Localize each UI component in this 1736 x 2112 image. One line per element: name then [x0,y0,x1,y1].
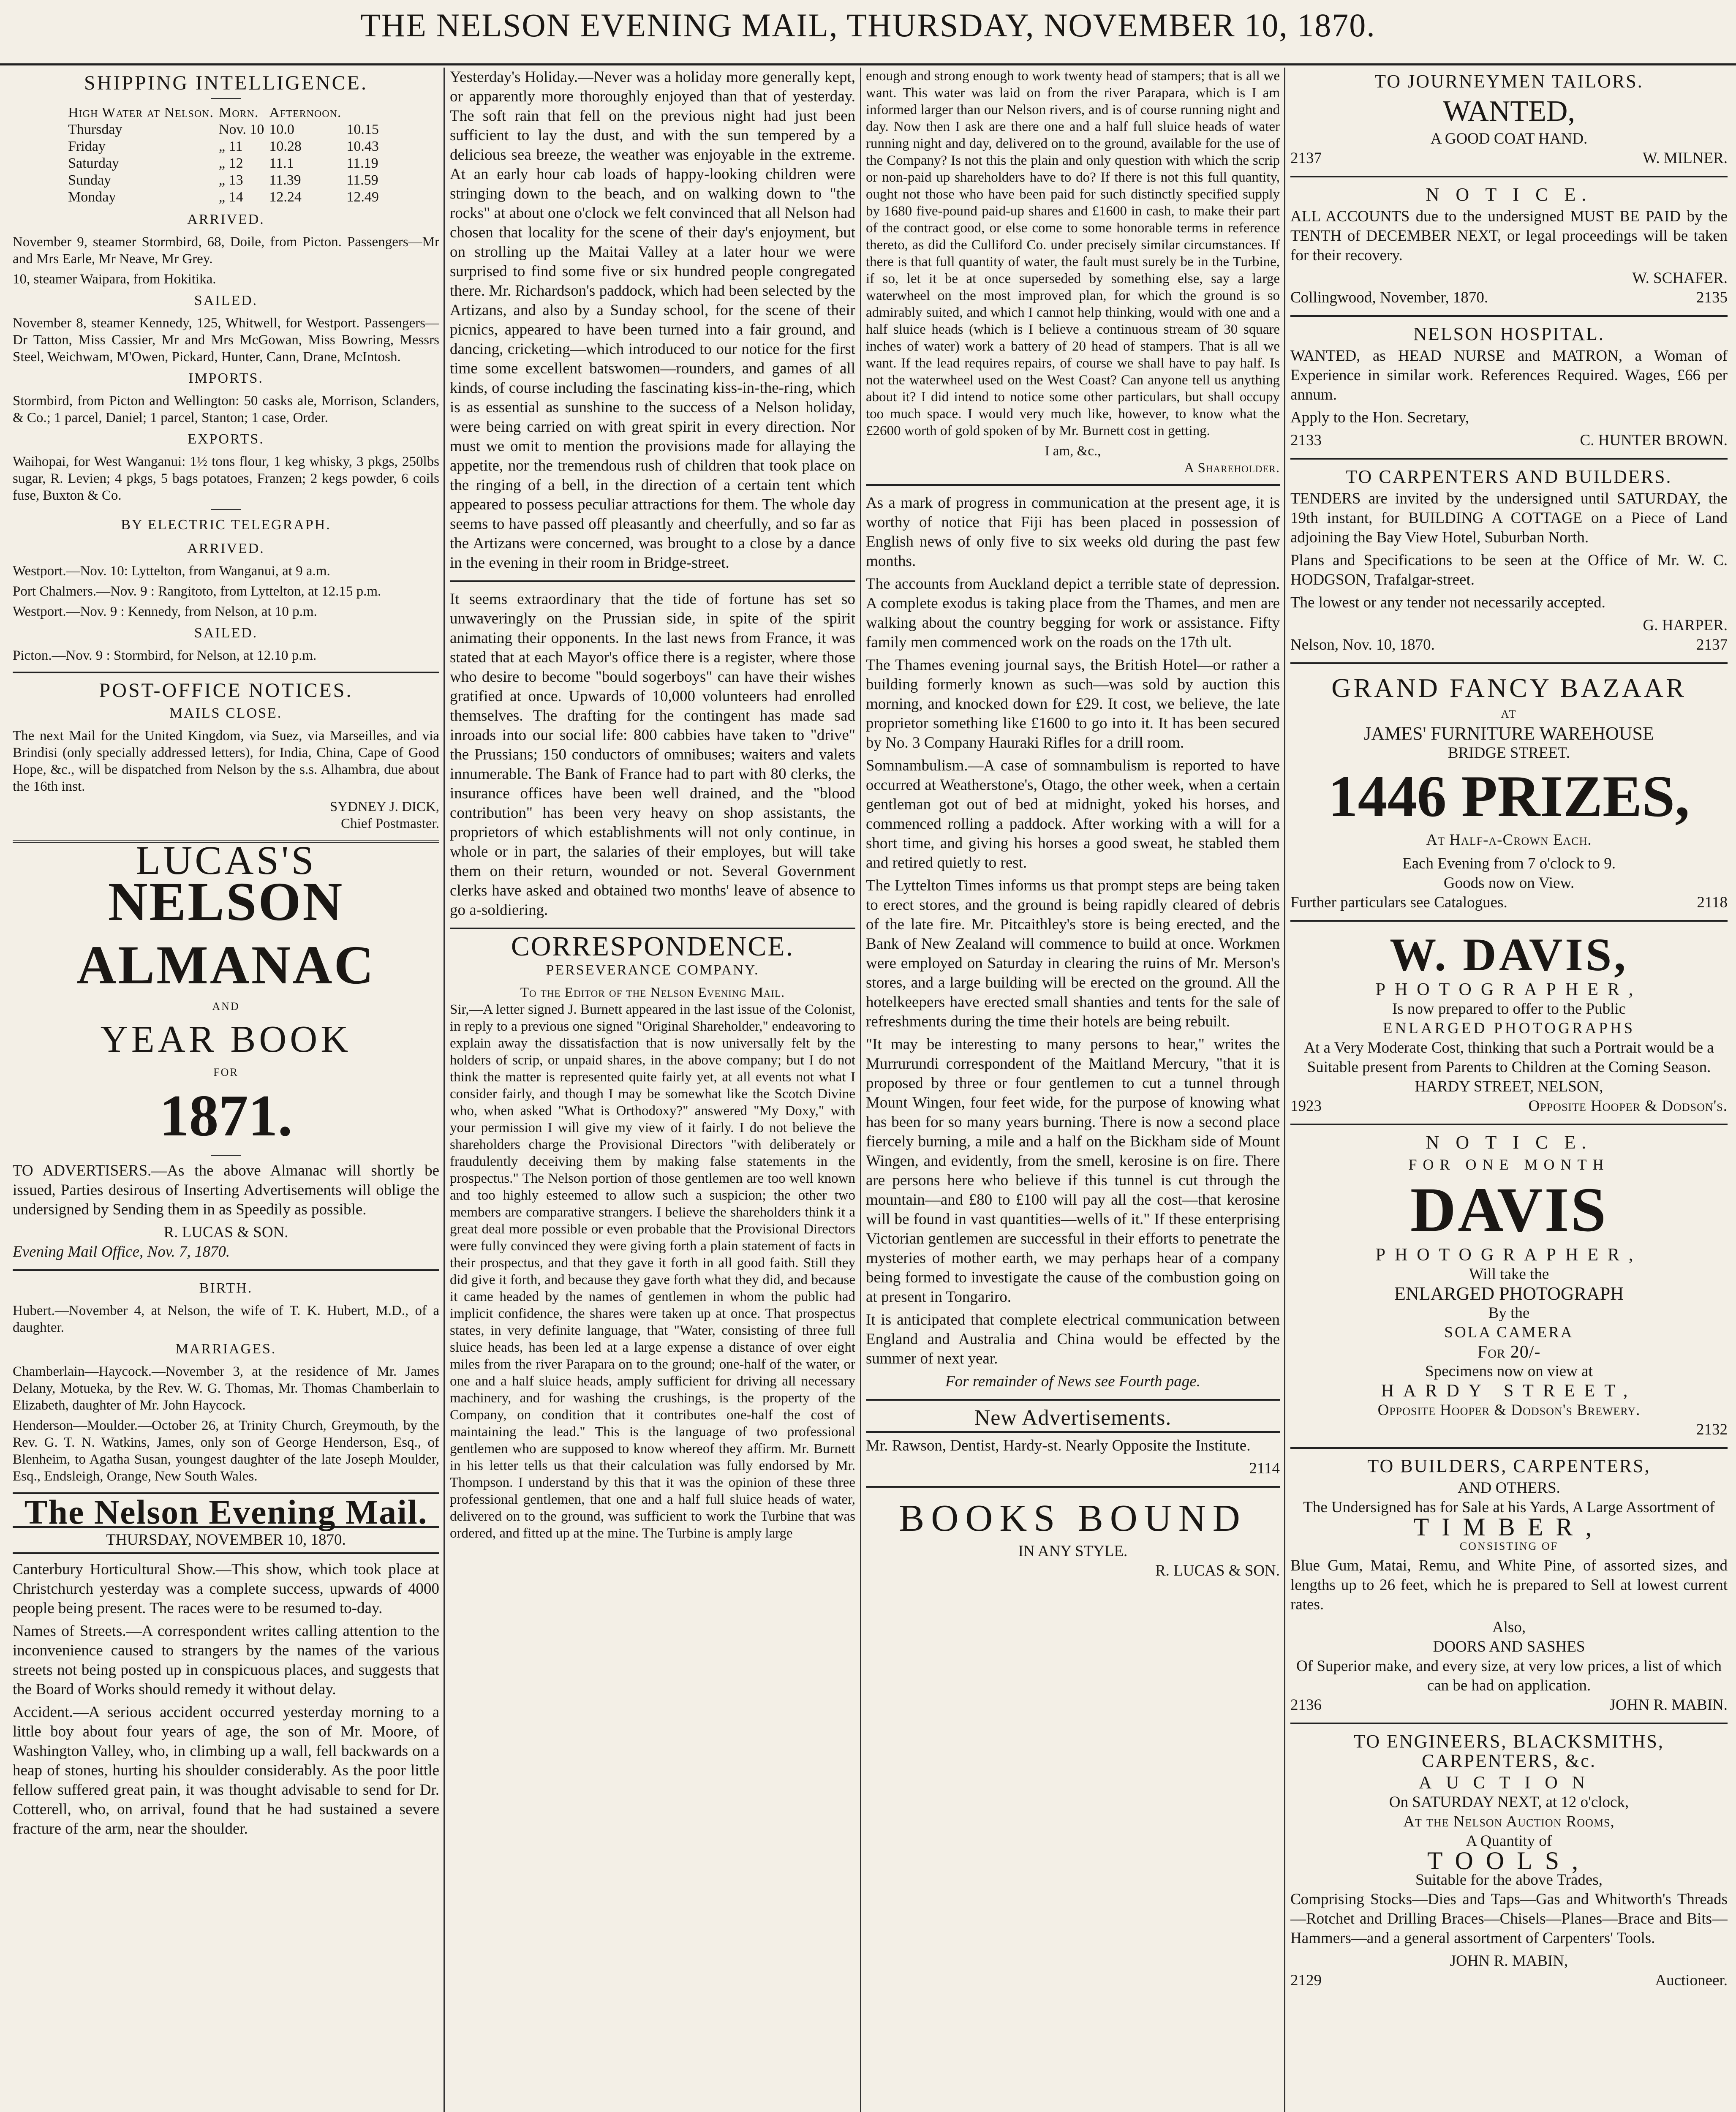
ad-number: 2132 [1696,1421,1728,1438]
bazaar-at: AT [1501,708,1517,720]
tide-day: Saturday [68,155,119,171]
timber-also: Also, [1492,1619,1526,1636]
tide-day: Sunday [68,172,112,188]
bazaar-further: Further particulars see Catalogues. [1290,894,1507,911]
timber-signature: JOHN R. MABIN. [1609,1696,1728,1714]
divider [211,98,241,99]
engineers-where: At the Nelson Auction Rooms, [1403,1813,1615,1830]
news-item: The Thames evening journal says, the British Hotel—or rather a building formerly known as such—was sold by auction this morning, and knocked down for £29. It cost, we believe, the late proprietor something like £1600 to go into it. It has been secured by No. 3 Company Hauraki Rifles for a drill room. [866,656,1280,751]
notice-place: Collingwood, November, 1870. [1290,289,1488,306]
engineers-when: On SATURDAY NEXT, at 12 o'clock, [1389,1794,1629,1811]
divider [866,1399,1280,1401]
hospital-footer [1290,431,1728,450]
ad-number: 2136 [1290,1696,1322,1714]
ad-number: 2133 [1290,432,1322,449]
column-1 [13,68,439,2112]
davis-footer [1290,1097,1728,1116]
carpenters-plans: Plans and Specifications to be seen at the Office of Mr. W. C. HODGSON, Trafalgar-street. [1290,552,1728,588]
almanac-text: TO ADVERTISERS.—As the above Almanac will shortly be issued, Parties desirous of Inserting Advertisements will oblige the undersigned by Sending them in as Speedily as possible. [13,1162,439,1218]
divider [13,672,439,673]
almanac-title-2: NELSON ALMANAC [76,871,375,996]
tide-row [68,189,384,206]
davis-take: Will take the [1469,1266,1549,1283]
tide-afternoon: 10.15 [346,122,379,137]
davis-by: By the [1488,1304,1530,1322]
davis-street: HARDY STREET, [1381,1381,1637,1401]
arrived-item: 10, steamer Waipara, from Hokitika. [13,272,216,287]
tel-arrived-head: ARRIVED. [187,541,265,556]
divider [866,484,1280,486]
almanac-title-1: LUCAS'S [136,838,316,883]
engineers-role: Auctioneer. [1655,1972,1728,1989]
hospital-head: NELSON HOSPITAL. [1413,324,1605,344]
tel-arrived-item: Port Chalmers.—Nov. 9 : Rangitoto, from Lyttelton, at 12.15 p.m. [13,584,381,599]
news-item: The accounts from Auckland depict a terrible state of depression. A complete exodus is taking place from the Thames, and men are walking about the country begging for work or assistance. Fifty family men commenced work on the roads on the 17th ult. [866,575,1280,651]
marriage-item: Henderson—Moulder.—October 26, at Trinity Church, Greymouth, by the Rev. G. T. N. Watkins, James, only son of George Henderson, Esq., of Blenheim, to Agatha Susan, youngest daughter of the late Joseph Moulder, Esq., Endsleigh, Orange, New South Wales. [13,1418,439,1484]
carpenters-signature: G. HARPER. [1643,617,1728,634]
timber-footer [1290,1696,1728,1715]
tide-morn: 11.1 [269,155,294,171]
post-office-signature: SYDNEY J. DICK, [329,799,439,814]
mails-close-head: MAILS CLOSE. [169,705,283,721]
tide-date: „ 12 [218,155,243,171]
correspondence-text: Sir,—A letter signed J. Burnett appeared in the last issue of the Colonist, in reply to a previous one signed "Original Shareholder," endeavoring to explain away the dissatisfaction that is now universally felt by the holders of scrip, or unpaid shares, in the above company; but I do not think the matter is represented quite fairly yet, at all events not what I consider fairly, and though I may be somewhat like the Scotch Divine who, when asked "What is Orthodoxy?" answered "My Doxy," with your permission I will give my view of it fairly. I do not believe the shareholders charge the Provisional Directors "with deliberately or fraudulently deceiving them by making false statements in the prospectus." The Nelson portion of those gentlemen are too well known and too highly esteemed to allow such a suspicion; the other two members are comparative strangers. I believe the shareholders think it a great deal more possible or even probable that the Provisional Directors were fully convinced they were giving forth a plain statement of facts in their prospectus, and that they gave it forth in all good faith. Still they did give it forth, and because they gave forth what they did, and because it came headed by the names of gentlemen in whom the public had implicit confidence, the shares were taken up at once. That prospectus states, in very definite language, that "Water, consisting of three full sluice heads, has been led at a large expense a distance of over eight miles from the river Parapara on to the ground; one-half of the water, or one and a half sluice heads, amply sufficient for driving all necessary machinery, and for washing the crushings, is the property of the Company, on condition that it contributes one-half the cost of maintaining the lead." This is the language of two professional gentlemen who are supposed to know whereof they affirm. Mr. Burnett in his letter tells us that their calculation was fully endorsed by Mr. Thompson. I understand by this that it was the opinion of these three professional gentlemen, that one and a half full sluice heads of water, delivered on to the ground, was sufficient to work the Turbine that was ordered, and fitted up at the mine. The Turbine is amply large [450,1002,855,1541]
tide-day: Monday [68,189,116,205]
tide-row [68,172,384,189]
divider [1290,662,1728,664]
divider [1290,176,1728,177]
carpenters-head: TO CARPENTERS AND BUILDERS. [1346,466,1672,487]
engineers-signature: JOHN R. MABIN, [1450,1952,1568,1970]
timber-text: Blue Gum, Matai, Remu, and White Pine, of assorted sizes, and lengths up to 26 feet, which he is prepared to Sell at lowest current rates. [1290,1557,1728,1613]
tailors-footer [1290,149,1728,168]
carpenters-lowest: The lowest or any tender not necessarily accepted. [1290,594,1605,611]
tel-sailed-head: SAILED. [194,625,258,641]
divider [1290,315,1728,317]
books-bound-sub: IN ANY STYLE. [1018,1543,1128,1560]
column-2 [450,68,855,2112]
ad-number: 1923 [1290,1097,1322,1115]
tailors-head: TO JOURNEYMEN TAILORS. [1374,71,1643,92]
tide-afternoon: 11.59 [346,172,378,188]
bazaar-street: BRIDGE STREET. [1448,744,1570,762]
masthead: THE NELSON EVENING MAIL, THURSDAY, NOVEMBER 10, 1870. [0,0,1736,65]
divider [450,580,855,582]
column-rule [860,68,861,2112]
bazaar-where: JAMES' FURNITURE WAREHOUSE [1364,723,1654,744]
sailed-head: SAILED. [194,293,258,308]
divider [13,1269,439,1271]
shipping-title: SHIPPING INTELLIGENCE. [84,72,368,94]
almanac-office: Evening Mail Office, Nov. 7, 1870. [13,1243,230,1260]
timber-make: Of Superior make, and every size, at very low prices, a list of which can be had on application. [1296,1657,1722,1694]
davis-address: HARDY STREET, NELSON, [1415,1078,1603,1095]
marriage-item: Chamberlain—Haycock.—November 3, at the residence of Mr. James Delany, Motueka, by the Rev. W. G. Thomas, Mr. Thomas Chamberlain to Elizabeth, daughter of Mr. John Haycock. [13,1364,439,1413]
almanac-title-3: YEAR BOOK [100,1018,352,1060]
carpenters-place: Nelson, Nov. 10, 1870. [1290,636,1435,653]
tide-afternoon: 12.49 [346,189,379,205]
news-item: The Lyttelton Times informs us that prompt steps are being taken to erect stores, and the ground is being rapidly cleared of debris of the late fire. Mr. Pitcaithley's store is being erected, and the Bank of New Zealand will commence to build at once. Workmen were employed on Saturday in clearing the ruins of Mr. Merson's stores, and a large building will be erected on the ground. All the hotelkeepers have erected small shanties and tents for the sale of refreshments during the time their hotels are being rebuilt. [866,877,1280,1030]
bazaar-prizes: 1446 PRIZES, [1328,764,1690,829]
letter-signature: A Shareholder. [1184,460,1280,476]
tide-afternoon: 10.43 [346,139,379,154]
hospital-signature: C. HUNTER BROWN. [1580,432,1728,449]
davis-opposite: Opposite Hooper & Dodson's. [1528,1097,1728,1115]
imports-head: IMPORTS. [188,370,264,386]
tide-morn: 10.0 [269,122,294,137]
notice-signature: W. SCHAFER. [1632,269,1728,287]
news-item: Canterbury Horticultural Show.—This show, which took place at Christchurch yesterday was a complete success, upwards of 4000 people being present. The races were to be resumed to-day. [13,1561,439,1617]
engineers-auction: AUCTION [1419,1773,1599,1793]
new-advertisements-head: New Advertisements. [974,1406,1172,1430]
news-item: "It may be interesting to many persons to hear," writes the Murrurundi correspondent of the Maitland Mercury, "that it is proposed by three or four gentlemen to cut a tunnel through Mount Wingen, four feet wide, for the purpose of knowing what has been for so many years burning. There is now a second place fiercely burning, a mile and a half on the Bickham side of Mount Wingen, and evidently, from the smell, kerosine is on fire. There are persons here who believe if this tunnel is cut through the mountain—and £80 to £100 will pay all the cost—that kerosine will be found in vast quantities—wells of it." If these enterprising Victorian gentlemen are successful in their efforts to penetrate the mysteries of mother earth, we may perhaps hear of a company being formed to investigate the cause of the combustion going on at present in Tongariro. [866,1036,1280,1306]
tailors-signature: W. MILNER. [1642,150,1728,167]
divider [1290,1723,1728,1724]
post-office-text: The next Mail for the United Kingdom, via Suez, via Marseilles, and via Brindisi (only specially addressed letters), for India, China, Cape of Good Hope, &c., will be dispatched from Nelson by the s.s. Alhambra, due about the 16th inst. [13,728,439,794]
davis-text: At a Very Moderate Cost, thinking that such a Portrait would be a Suitable present from Parents to Children at the Coming Season. [1304,1039,1714,1076]
bazaar-footer [1290,893,1728,912]
tide-morn: 12.24 [269,189,302,205]
correspondence-sub: PERSEVERANCE COMPANY. [546,962,759,978]
timber-head: TO BUILDERS, CARPENTERS, [1367,1456,1651,1476]
timber-head-2: AND OTHERS. [1458,1479,1560,1497]
paper-title: The Nelson Evening Mail. [24,1493,428,1531]
engineers-suitable: Suitable for the above Trades, [1415,1871,1603,1889]
column-rule [1284,68,1285,2112]
telegraph-head: BY ELECTRIC TELEGRAPH. [121,517,331,533]
tide-date: Nov. 10 [218,122,264,137]
tailors-text: A GOOD COAT HAND. [1430,130,1588,147]
davis-price: For 20/- [1477,1342,1541,1362]
arrived-item: November 9, steamer Stormbird, 68, Doile, from Picton. Passengers—Mr and Mrs Earle, Mr Neave, Mr Grey. [13,234,439,267]
divider [1290,920,1728,922]
davis-enlarged: ENLARGED PHOTOGRAPH [1394,1283,1624,1304]
davis-text: Is now prepared to offer to the Public [1392,1000,1626,1018]
letter-closing: I am, &c., [1045,444,1101,459]
divider [1290,458,1728,460]
almanac-year: 1871. [159,1083,293,1149]
divider [866,1486,1280,1488]
tide-header: High Water at Nelson. [68,105,214,120]
tide-date: „ 13 [218,172,243,188]
carpenters-text: TENDERS are invited by the undersigned until SATURDAY, the 19th instant, for BUILDING A COTTAGE on a Piece of Land adjoining the Bay View Hotel, Suburban North. [1290,490,1728,546]
divider [866,1431,1280,1433]
news-item: Yesterday's Holiday.—Never was a holiday more generally kept, or apparently more thoroughly enjoyed than that of yesterday. The soft rain that fell on the previous night had just been sufficient to lay the dust, and with the sun tempered by a delicious sea breeze, the weather was enjoyable in the extreme. At an early hour cab loads of happy-looking children were stringing down to the beach, and on walking down to "the rocks" at about one o'clock we felt convinced that all Nelson had chosen that locality for the scene of their day's enjoyment, but on strolling up the Maitai Valley at a later hour we were surprised to find some five or six hundred people congregated there. Mr. Richardson's paddock, which had been selected by the Artizans, and also by a Sunday school, for the scene of their picnics, appeared to have been turned into a fair ground, and dancing, cricketing—which introduced to our notice for the first time some excellent batswomen—rounders, and games of all kinds, of course including the fascinating kiss-in-the-ring, which is as essential as sunshine to the success of a Nelson holiday, were being carried on with great spirit in every direction. Nor must we omit to mention the provisions made for allaying the appetite, nor the tremendous rush of children that took place on the ringing of a bell, in the direction of a certain tent which appeared to possess peculiar attractions for them. The whole day seems to have passed off pleasantly and cheerfully, and so far as the Artizans were concerned, was brought to a close by a dance in the evening in their room in Bridge-street. [450,68,855,572]
remainder-note: For remainder of News see Fourth page. [945,1373,1200,1390]
exports-head: EXPORTS. [188,431,264,447]
davis-month: FOR ONE MONTH [1408,1156,1610,1173]
tide-afternoon: 11.19 [346,155,378,171]
tel-sailed-text: Picton.—Nov. 9 : Stormbird, for Nelson, at 12.10 p.m. [13,648,317,663]
engineers-quantity: A Quantity of [1466,1832,1552,1850]
engineers-tools: TOOLS, [1427,1847,1591,1875]
column-4 [1290,68,1728,2112]
tailors-wanted: WANTED, [1443,95,1575,128]
rawson-ad: Mr. Rawson, Dentist, Hardy-st. Nearly Opposite the Institute. [866,1437,1251,1454]
rawson-number: 2114 [1249,1460,1280,1477]
bazaar-evening: Each Evening from 7 o'clock to 9. [1402,855,1616,872]
books-bound-signature: R. LUCAS & SON. [1155,1562,1280,1579]
hospital-text: WANTED, as HEAD NURSE and MATRON, a Woman of Experience in similar work. References Required. Wages, £66 per annum. [1290,347,1728,403]
hospital-apply: Apply to the Hon. Secretary, [1290,409,1469,426]
tide-row [68,121,384,138]
davis-text: ENLARGED PHOTOGRAPHS [1382,1020,1635,1037]
birth-head: BIRTH. [199,1280,253,1296]
almanac-for: FOR [213,1066,239,1078]
correspondence-to: To the Editor of the Nelson Evening Mail. [520,985,785,1000]
news-item: Names of Streets.—A correspondent writes calling attention to the inconvenience caused to strangers by the names of the various streets not being posted up in conspicuous places, and suggests that the Board of Works should remedy it without delay. [13,1622,439,1698]
davis-opposite: Opposite Hooper & Dodson's Brewery. [1377,1402,1641,1419]
notice-footer [1290,288,1728,308]
column-3 [866,68,1280,2112]
paper-date: THURSDAY, NOVEMBER 10, 1870. [106,1531,346,1549]
timber-doors: DOORS AND SASHES [1433,1638,1585,1655]
davis-camera: SOLA CAMERA [1444,1324,1574,1341]
news-item: As a mark of progress in communication at the present age, it is worthy of notice that Fiji has been placed in possession of English news of only five to six weeks old during the past few months. [866,494,1280,570]
tide-header: Afternoon. [269,105,342,120]
news-item: It seems extraordinary that the tide of fortune has set so unwaveringly on the Prussian side, in spite of the spirit animating their opponents. In the last news from France, it was stated that at each Mayor's office there is a register, where those who desire to become "bould sogerboys" can have their wishes gratified at once. Upwards of 10,000 volunteers had enrolled themselves. The drafting for the contingent has made sad inroads into our social life: 800 cabbies have taken to "drive" the Prussians; 150 conductors of omnibuses; waiters and valets innumerable. The Bank of France had to part with 80 clerks, the insurance offices have been well drained, and the "blood contribution" has been very heavy on shop assistants, the proprietors of which establishments will not only continue, in whole or in part, the salaries of their employes, but will take them on their return, wounded or not. Several Government clerks have asked and obtained two months' leave of absence to go a-soldiering. [450,591,855,919]
engineers-footer [1290,1971,1728,1990]
letter-continued: enough and strong enough to work twenty head of stampers; that is all we want. This water was laid on from the river Parapara, which is I am informed larger than our Nelson rivers, and is of course running night and day. Now then I ask are there one and a half full sluice heads of water running night and day, delivered on to the ground, available for the use of the Company? Is not this the plain and only question with which the scrip or non-paid up shareholders have to do? If there is not this full quantity, ought not those who have been paid for such distinctly specified supply by 1680 five-pound paid-up shares and £1600 in cash, to make their part of the contract good, or else come to some honorable terms in reference thereto, as did the Culliford Co. under precisely similar circumstances. If there is that full quantity of water, the fault must surely be in the Turbine, if so, let it be at once superseded by something else, say a large waterwheel on the most improved plan, for which the ground is so admirably suited, and which I cannot help thinking, would with one and a half sluice heads (which is I believe a continuous stream of 30 square inches of water) work a battery of 20 head of stampers. That is all we want. If the lead requires repairs, of course we shall have to pay half. Is not the waterwheel used on the West Coast? Can anyone tell us anything about it? I did intend to notice some other particulars, but shall occupy too much space. I would very much like, however, to know what the £2600 worth of gold spoken of by Mr. Burnett cost in getting. [866,68,1280,438]
bazaar-head: GRAND FANCY BAZAAR [1331,673,1687,703]
divider [1290,1124,1728,1125]
almanac-signature: R. LUCAS & SON. [163,1224,288,1241]
divider [211,1155,241,1156]
davis-specimens: Specimens now on view at [1425,1363,1593,1380]
tide-row [68,138,384,155]
timber-word: TIMBER, [1413,1513,1605,1541]
davis-role: PHOTOGRAPHER, [1375,980,1643,999]
news-item: Accident.—A serious accident occurred yesterday morning to a little boy about four years of age, the son of Mr. Moore, of Washington Valley, who, in climbing up a wall, fell backwards on a heap of stones, hurting his shoulder considerably. As the poor little fellow suffered great pain, it was thought advisable to send for Dr. Cotterell, who, on arrival, found that he had sustained a severe fracture of the arm, near the shoulder. [13,1704,439,1837]
ad-number: 2135 [1696,289,1728,306]
tide-morn: 11.39 [269,172,301,188]
almanac-and: AND [212,1000,240,1012]
ad-number: 2118 [1697,894,1728,911]
tide-table [68,104,384,206]
notice-text: ALL ACCOUNTS due to the undersigned MUST BE PAID by the TENTH of DECEMBER NEXT, or legal proceedings will be taken for their recovery. [1290,208,1728,264]
davis-notice-head: N O T I C E. [1426,1132,1592,1153]
tide-morn: 10.28 [269,139,302,154]
tide-day: Thursday [68,122,122,137]
tel-arrived-item: Westport.—Nov. 10: Lyttelton, from Wanganui, at 9 a.m. [13,563,330,579]
imports-text: Stormbird, from Picton and Wellington: 50 casks ale, Morrison, Sclanders, & Co.; 1 parcel, Daniel; 1 parcel, Stanton; 1 case, Order. [13,393,439,425]
engineers-head: TO ENGINEERS, BLACKSMITHS, CARPENTERS, &c. [1354,1731,1664,1771]
tel-arrived-item: Westport.—Nov. 9 : Kennedy, from Nelson, at 10 p.m. [13,604,317,619]
ad-number: 2137 [1290,150,1322,167]
davis-big-name: DAVIS [1410,1175,1608,1245]
correspondence-title: CORRESPONDENCE. [511,931,795,962]
bazaar-view: Goods now on View. [1443,874,1575,892]
birth-text: Hubert.—November 4, at Nelson, the wife of T. K. Hubert, M.D., of a daughter. [13,1303,439,1335]
ad-number: 2129 [1290,1972,1322,1989]
ad-number: 2137 [1696,636,1728,653]
timber-intro: The Undersigned has for Sale at his Yards, A Large Assortment of [1303,1499,1715,1516]
news-item: It is anticipated that complete electrical communication between England and Australia and China would be effected by the summer of next year. [866,1311,1280,1367]
davis-role: PHOTOGRAPHER, [1375,1245,1643,1265]
tide-header: Morn. [218,105,259,120]
divider [13,1552,439,1554]
sailed-text: November 8, steamer Kennedy, 125, Whitwell, for Westport. Passengers—Dr Tatton, Miss Cassier, Mr and Mrs McGowan, Miss Bowring, Messrs Steel, Weichwam, M'Owen, Pickard, Hunter, Cann, Drane, McIntosh. [13,316,439,365]
divider [211,509,241,510]
divider [450,928,855,929]
tide-header-row [68,104,384,121]
tide-date: „ 14 [218,189,243,205]
davis-name: W. DAVIS, [1390,929,1628,980]
notice-head: N O T I C E. [1426,184,1592,205]
tide-day: Friday [68,139,106,154]
post-office-role: Chief Postmaster. [341,816,439,831]
timber-consisting: CONSISTING OF [1459,1540,1559,1552]
arrived-head: ARRIVED. [187,212,265,227]
divider [1290,1447,1728,1449]
marriages-head: MARRIAGES. [175,1341,277,1357]
tide-row [68,155,384,172]
news-item: Somnambulism.—A case of somnambulism is reported to have occurred at Weatherstone's, Otago, the other week, when a certain gentleman got out of bed at midnight, yoked his horses, and commenced rolling a paddock. After working with a will for a short time, and giving his horses a good sweat, he stabled them and retired quietly to rest. [866,757,1280,871]
post-office-title: POST-OFFICE NOTICES. [99,679,353,702]
engineers-list: Comprising Stocks—Dies and Taps—Gas and Whitworth's Threads—Rotchet and Drilling Braces—Chisels—Planes—Brace and Bits—Hammers—and a general assortment of Carpenters' Tools. [1290,1891,1728,1947]
bazaar-each: At Half-a-Crown Each. [1426,831,1592,849]
carpenters-footer [1290,635,1728,655]
books-bound-head: BOOKS BOUND [899,1497,1247,1539]
tide-date: „ 11 [218,139,243,154]
column-rule [444,68,445,2112]
exports-text: Waihopai, for West Wanganui: 1½ tons flour, 1 keg whisky, 3 pkgs, 250lbs sugar, R. Levien; 4 pkgs, 5 bags potatoes, Franzen; 2 kegs powder, 6 coils fuse, Buxton & Co. [13,454,439,503]
